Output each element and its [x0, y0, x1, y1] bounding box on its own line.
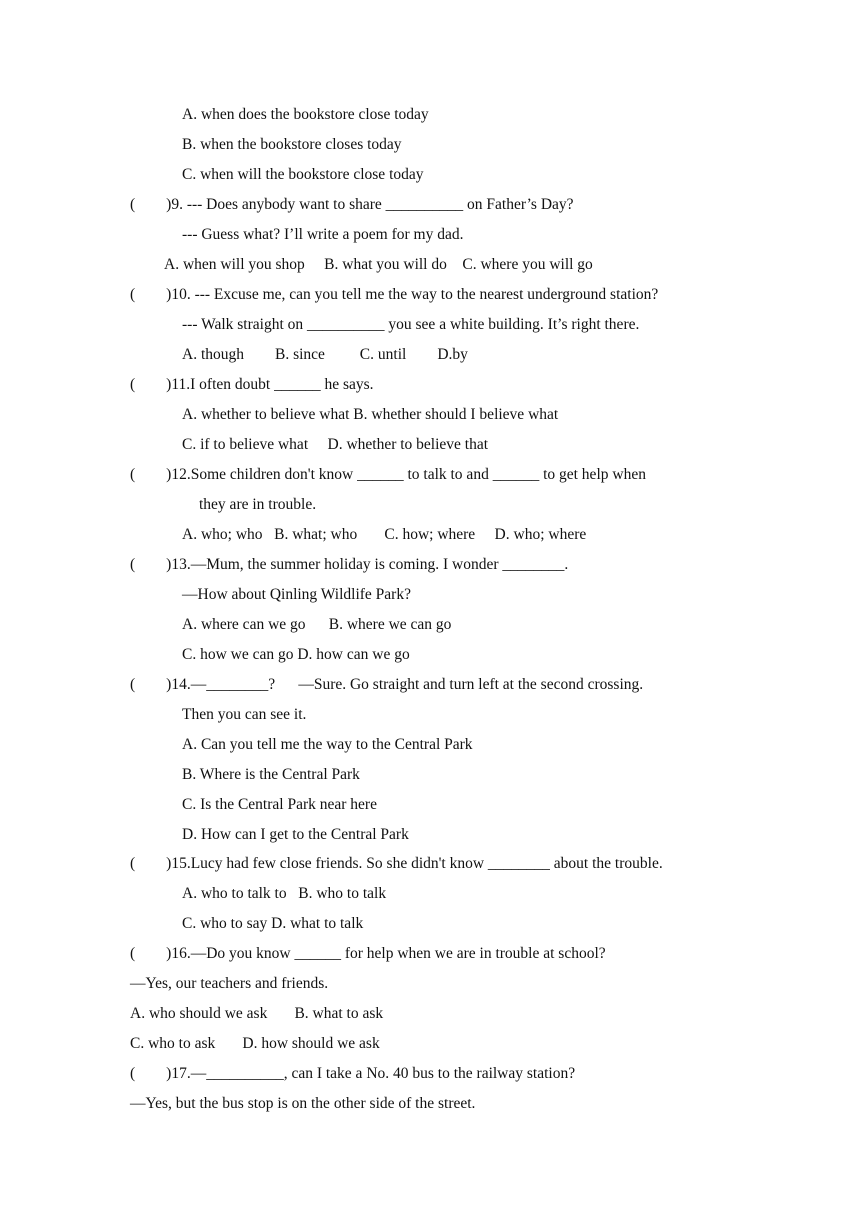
q14-option-c: C. Is the Central Park near here: [182, 796, 377, 813]
q10-options: A. though B. since C. until D.by: [182, 346, 468, 363]
q13-stem: ( )13.—Mum, the summer holiday is coming. I wonder ________.: [130, 556, 569, 573]
q10-stem: ( )10. --- Excuse me, can you tell me the way to the nearest underground station?: [130, 286, 659, 303]
q8-option-c: C. when will the bookstore close today: [182, 166, 424, 183]
q9-options: A. when will you shop B. what you will do C. where you will go: [164, 256, 593, 273]
q9-reply: --- Guess what? I’ll write a poem for my dad.: [182, 226, 464, 243]
q12-stem: ( )12.Some children don't know ______ to talk to and ______ to get help when: [130, 466, 646, 483]
q15-stem: ( )15.Lucy had few close friends. So she didn't know ________ about the trouble.: [130, 855, 663, 872]
q14-stem-continued: Then you can see it.: [182, 706, 307, 723]
q16-options-ab: A. who should we ask B. what to ask: [130, 1005, 384, 1022]
q11-stem: ( )11.I often doubt ______ he says.: [130, 376, 374, 393]
q14-stem: ( )14.—________? —Sure. Go straight and turn left at the second crossing.: [130, 676, 644, 693]
q14-option-d: D. How can I get to the Central Park: [182, 826, 409, 843]
q8-option-b: B. when the bookstore closes today: [182, 136, 402, 153]
q12-options: A. who; who B. what; who C. how; where D. who; where: [182, 526, 587, 543]
q13-reply: —How about Qinling Wildlife Park?: [182, 586, 411, 603]
q12-stem-continued: they are in trouble.: [199, 496, 317, 513]
q13-options-cd: C. how we can go D. how can we go: [182, 646, 410, 663]
q17-reply: —Yes, but the bus stop is on the other side of the street.: [130, 1095, 476, 1112]
q14-option-a: A. Can you tell me the way to the Central Park: [182, 736, 473, 753]
q16-stem: ( )16.—Do you know ______ for help when we are in trouble at school?: [130, 945, 606, 962]
q14-option-b: B. Where is the Central Park: [182, 766, 360, 783]
q17-stem: ( )17.—__________, can I take a No. 40 bus to the railway station?: [130, 1065, 576, 1082]
q15-options-cd: C. who to say D. what to talk: [182, 915, 364, 932]
q11-options-ab: A. whether to believe what B. whether should I believe what: [182, 406, 559, 423]
q11-options-cd: C. if to believe what D. whether to believe that: [182, 436, 489, 453]
q13-options-ab: A. where can we go B. where we can go: [182, 616, 452, 633]
q16-reply: —Yes, our teachers and friends.: [130, 975, 329, 992]
q9-stem: ( )9. --- Does anybody want to share __________ on Father’s Day?: [130, 196, 574, 213]
q15-options-ab: A. who to talk to B. who to talk: [182, 885, 387, 902]
q16-options-cd: C. who to ask D. how should we ask: [130, 1035, 380, 1052]
q8-option-a: A. when does the bookstore close today: [182, 106, 429, 123]
q10-reply: --- Walk straight on __________ you see a white building. It’s right there.: [182, 316, 640, 333]
